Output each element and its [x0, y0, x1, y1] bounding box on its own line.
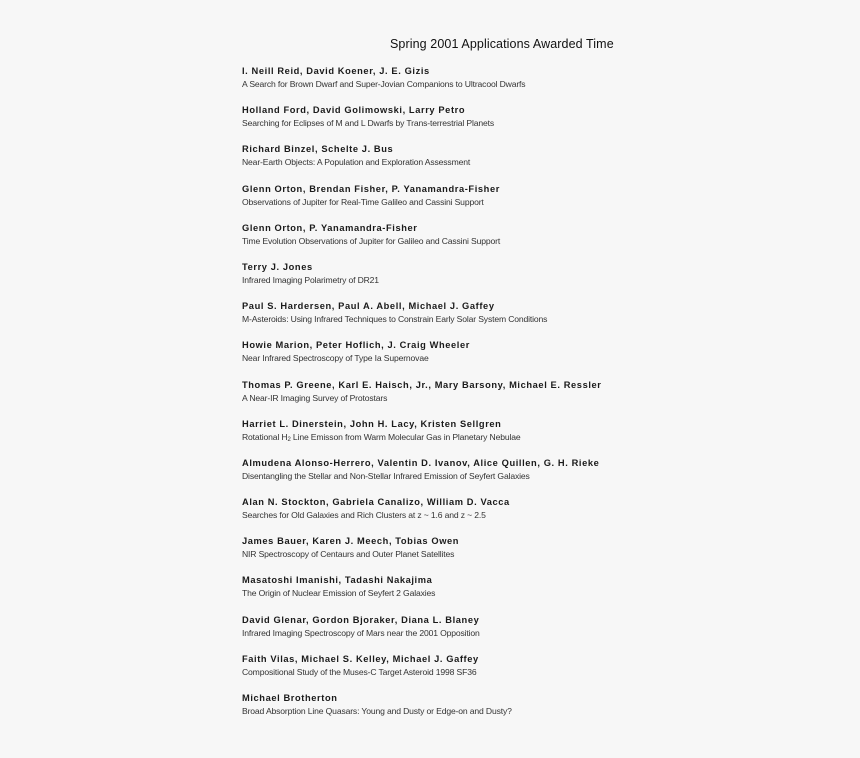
entry-authors: James Bauer, Karen J. Meech, Tobias Owen — [242, 536, 460, 547]
entry-title: Near Infrared Spectroscopy of Type Ia Supernovae — [242, 353, 429, 364]
list-item — [242, 221, 602, 260]
list-item — [242, 338, 602, 377]
page-title: Spring 2001 Applications Awarded Time — [390, 37, 614, 51]
list-item — [242, 142, 602, 181]
entry-title: Disentangling the Stellar and Non-Stellar Infrared Emission of Seyfert Galaxies — [242, 470, 530, 481]
awarded-applications-list — [242, 64, 602, 730]
list-item — [242, 378, 602, 417]
entry-authors: Masatoshi Imanishi, Tadashi Nakajima — [242, 575, 433, 586]
entry-authors: Glenn Orton, Brendan Fisher, P. Yanamandra-Fisher — [242, 183, 500, 194]
entry-title: Observations of Jupiter for Real-Time Galileo and Cassini Support — [242, 196, 484, 207]
list-item — [242, 652, 602, 691]
entry-title: Infrared Imaging Spectroscopy of Mars near the 2001 Opposition — [242, 627, 480, 638]
list-item — [242, 299, 602, 338]
entry-title: M-Asteroids: Using Infrared Techniques to Constrain Early Solar System Conditions — [242, 314, 548, 325]
entry-authors: Holland Ford, David Golimowski, Larry Petro — [242, 105, 466, 116]
entry-authors: Glenn Orton, P. Yanamandra-Fisher — [242, 222, 418, 233]
entry-authors: I. Neill Reid, David Koener, J. E. Gizis — [242, 66, 430, 76]
entry-authors: Thomas P. Greene, Karl E. Haisch, Jr., Mary Barsony, Michael E. Ressler — [242, 379, 602, 390]
entry-authors: Almudena Alonso-Herrero, Valentin D. Ivanov, Alice Quillen, G. H. Rieke — [242, 457, 600, 468]
list-item — [242, 417, 602, 456]
entry-title: The Origin of Nuclear Emission of Seyfert 2 Galaxies — [242, 588, 436, 599]
entry-title: Searching for Eclipses of M and L Dwarfs by Trans-terrestrial Planets — [242, 118, 495, 129]
entry-title — [242, 431, 602, 447]
entry-authors: Howie Marion, Peter Hoflich, J. Craig Wheeler — [242, 340, 470, 351]
entry-title: Broad Absorption Line Quasars: Young and Dusty or Edge-on and Dusty? — [242, 706, 512, 716]
entry-title-subscript: 2 — [287, 436, 291, 443]
entry-title: Searches for Old Galaxies and Rich Clusters at z ~ 1.6 and z ~ 2.5 — [242, 510, 486, 521]
entry-title: Time Evolution Observations of Jupiter for Galileo and Cassini Support — [242, 235, 501, 246]
entry-authors: Richard Binzel, Schelte J. Bus — [242, 144, 394, 155]
entry-authors: Harriet L. Dinerstein, John H. Lacy, Kristen Sellgren — [242, 418, 502, 429]
entry-title: A Near-IR Imaging Survey of Protostars — [242, 392, 388, 403]
list-item — [242, 691, 602, 730]
list-item — [242, 495, 602, 534]
entry-title: Infrared Imaging Polarimetry of DR21 — [242, 274, 379, 285]
list-item — [242, 103, 602, 142]
list-item — [242, 260, 602, 299]
list-item — [242, 64, 602, 103]
entry-title: NIR Spectroscopy of Centaurs and Outer Planet Satellites — [242, 549, 455, 560]
entry-title: Near-Earth Objects: A Population and Exploration Assessment — [242, 157, 471, 168]
entry-title: A Search for Brown Dwarf and Super-Jovian Companions to Ultracool Dwarfs — [242, 79, 526, 89]
list-item — [242, 182, 602, 221]
entry-title-post: Line Emisson from Warm Molecular Gas in Planetary Nebulae — [290, 431, 521, 442]
list-item — [242, 456, 602, 495]
list-item — [242, 573, 602, 612]
list-item — [242, 613, 602, 652]
entry-title: Compositional Study of the Muses-C Target Asteroid 1998 SF36 — [242, 666, 477, 677]
entry-authors: Paul S. Hardersen, Paul A. Abell, Michael J. Gaffey — [242, 301, 495, 312]
entry-title-pre: Rotational H — [242, 431, 288, 442]
entry-authors: Terry J. Jones — [242, 261, 313, 272]
entry-authors: Alan N. Stockton, Gabriela Canalizo, William D. Vacca — [242, 497, 510, 508]
entry-authors: Michael Brotherton — [242, 693, 338, 703]
entry-authors: Faith Vilas, Michael S. Kelley, Michael J. Gaffey — [242, 653, 479, 664]
entry-authors: David Glenar, Gordon Bjoraker, Diana L. Blaney — [242, 614, 480, 625]
list-item — [242, 534, 602, 573]
